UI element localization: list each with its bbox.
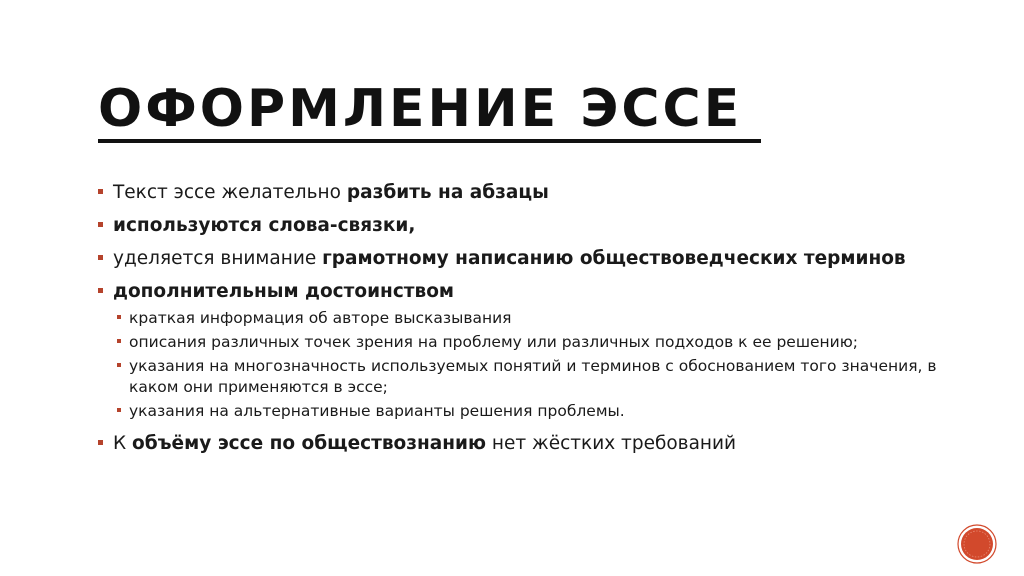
sub-bullet-text: описания различных точек зрения на проблему или различных подходов к ее решению; — [129, 333, 859, 351]
bullet-emphasis: разбить на абзацы — [346, 182, 549, 203]
bullet-list — [98, 181, 948, 465]
bullet-text: К — [113, 433, 133, 454]
bullet-marker-icon — [98, 222, 103, 227]
title-underline — [98, 139, 761, 143]
sub-bullet-text: краткая информация об авторе высказывания — [129, 309, 512, 327]
bullet-marker-icon — [98, 189, 103, 194]
bullet-item — [98, 247, 948, 270]
bullet-item — [98, 214, 948, 237]
bullet-item — [98, 432, 948, 455]
bullet-marker-icon — [98, 288, 103, 293]
sub-bullet-item — [113, 332, 948, 353]
bullet-emphasis: используются слова-связки, — [113, 215, 416, 236]
sub-bullet-marker-icon — [117, 339, 121, 343]
bullet-text-tail: нет жёстких требований — [486, 433, 737, 454]
sub-bullet-marker-icon — [117, 408, 121, 412]
bullet-emphasis: грамотному написанию обществоведческих терминов — [322, 248, 906, 269]
sub-bullet-marker-icon — [117, 363, 121, 367]
sub-bullet-list — [113, 308, 948, 422]
bullet-item — [98, 280, 948, 422]
sub-bullet-text: указания на альтернативные варианты решения проблемы. — [129, 402, 625, 420]
bullet-emphasis: дополнительным достоинством — [113, 281, 455, 302]
sub-bullet-item — [113, 308, 948, 329]
sub-bullet-marker-icon — [117, 315, 121, 319]
decorative-circle-badge-icon — [957, 524, 997, 564]
bullet-marker-icon — [98, 255, 103, 260]
bullet-item — [98, 181, 948, 204]
sub-bullet-item — [113, 356, 948, 398]
bullet-emphasis: объёму эссе по обществознанию — [132, 433, 487, 454]
bullet-text: Текст эссе желательно — [113, 182, 347, 203]
sub-bullet-item — [113, 401, 948, 422]
slide-title: ОФОРМЛЕНИЕ ЭССЕ — [98, 79, 743, 139]
bullet-text: уделяется внимание — [113, 248, 323, 269]
bullet-marker-icon — [98, 440, 103, 445]
sub-bullet-text: указания на многозначность используемых понятий и терминов с обоснованием того значения, в каком они применяются в эссе; — [129, 357, 937, 396]
